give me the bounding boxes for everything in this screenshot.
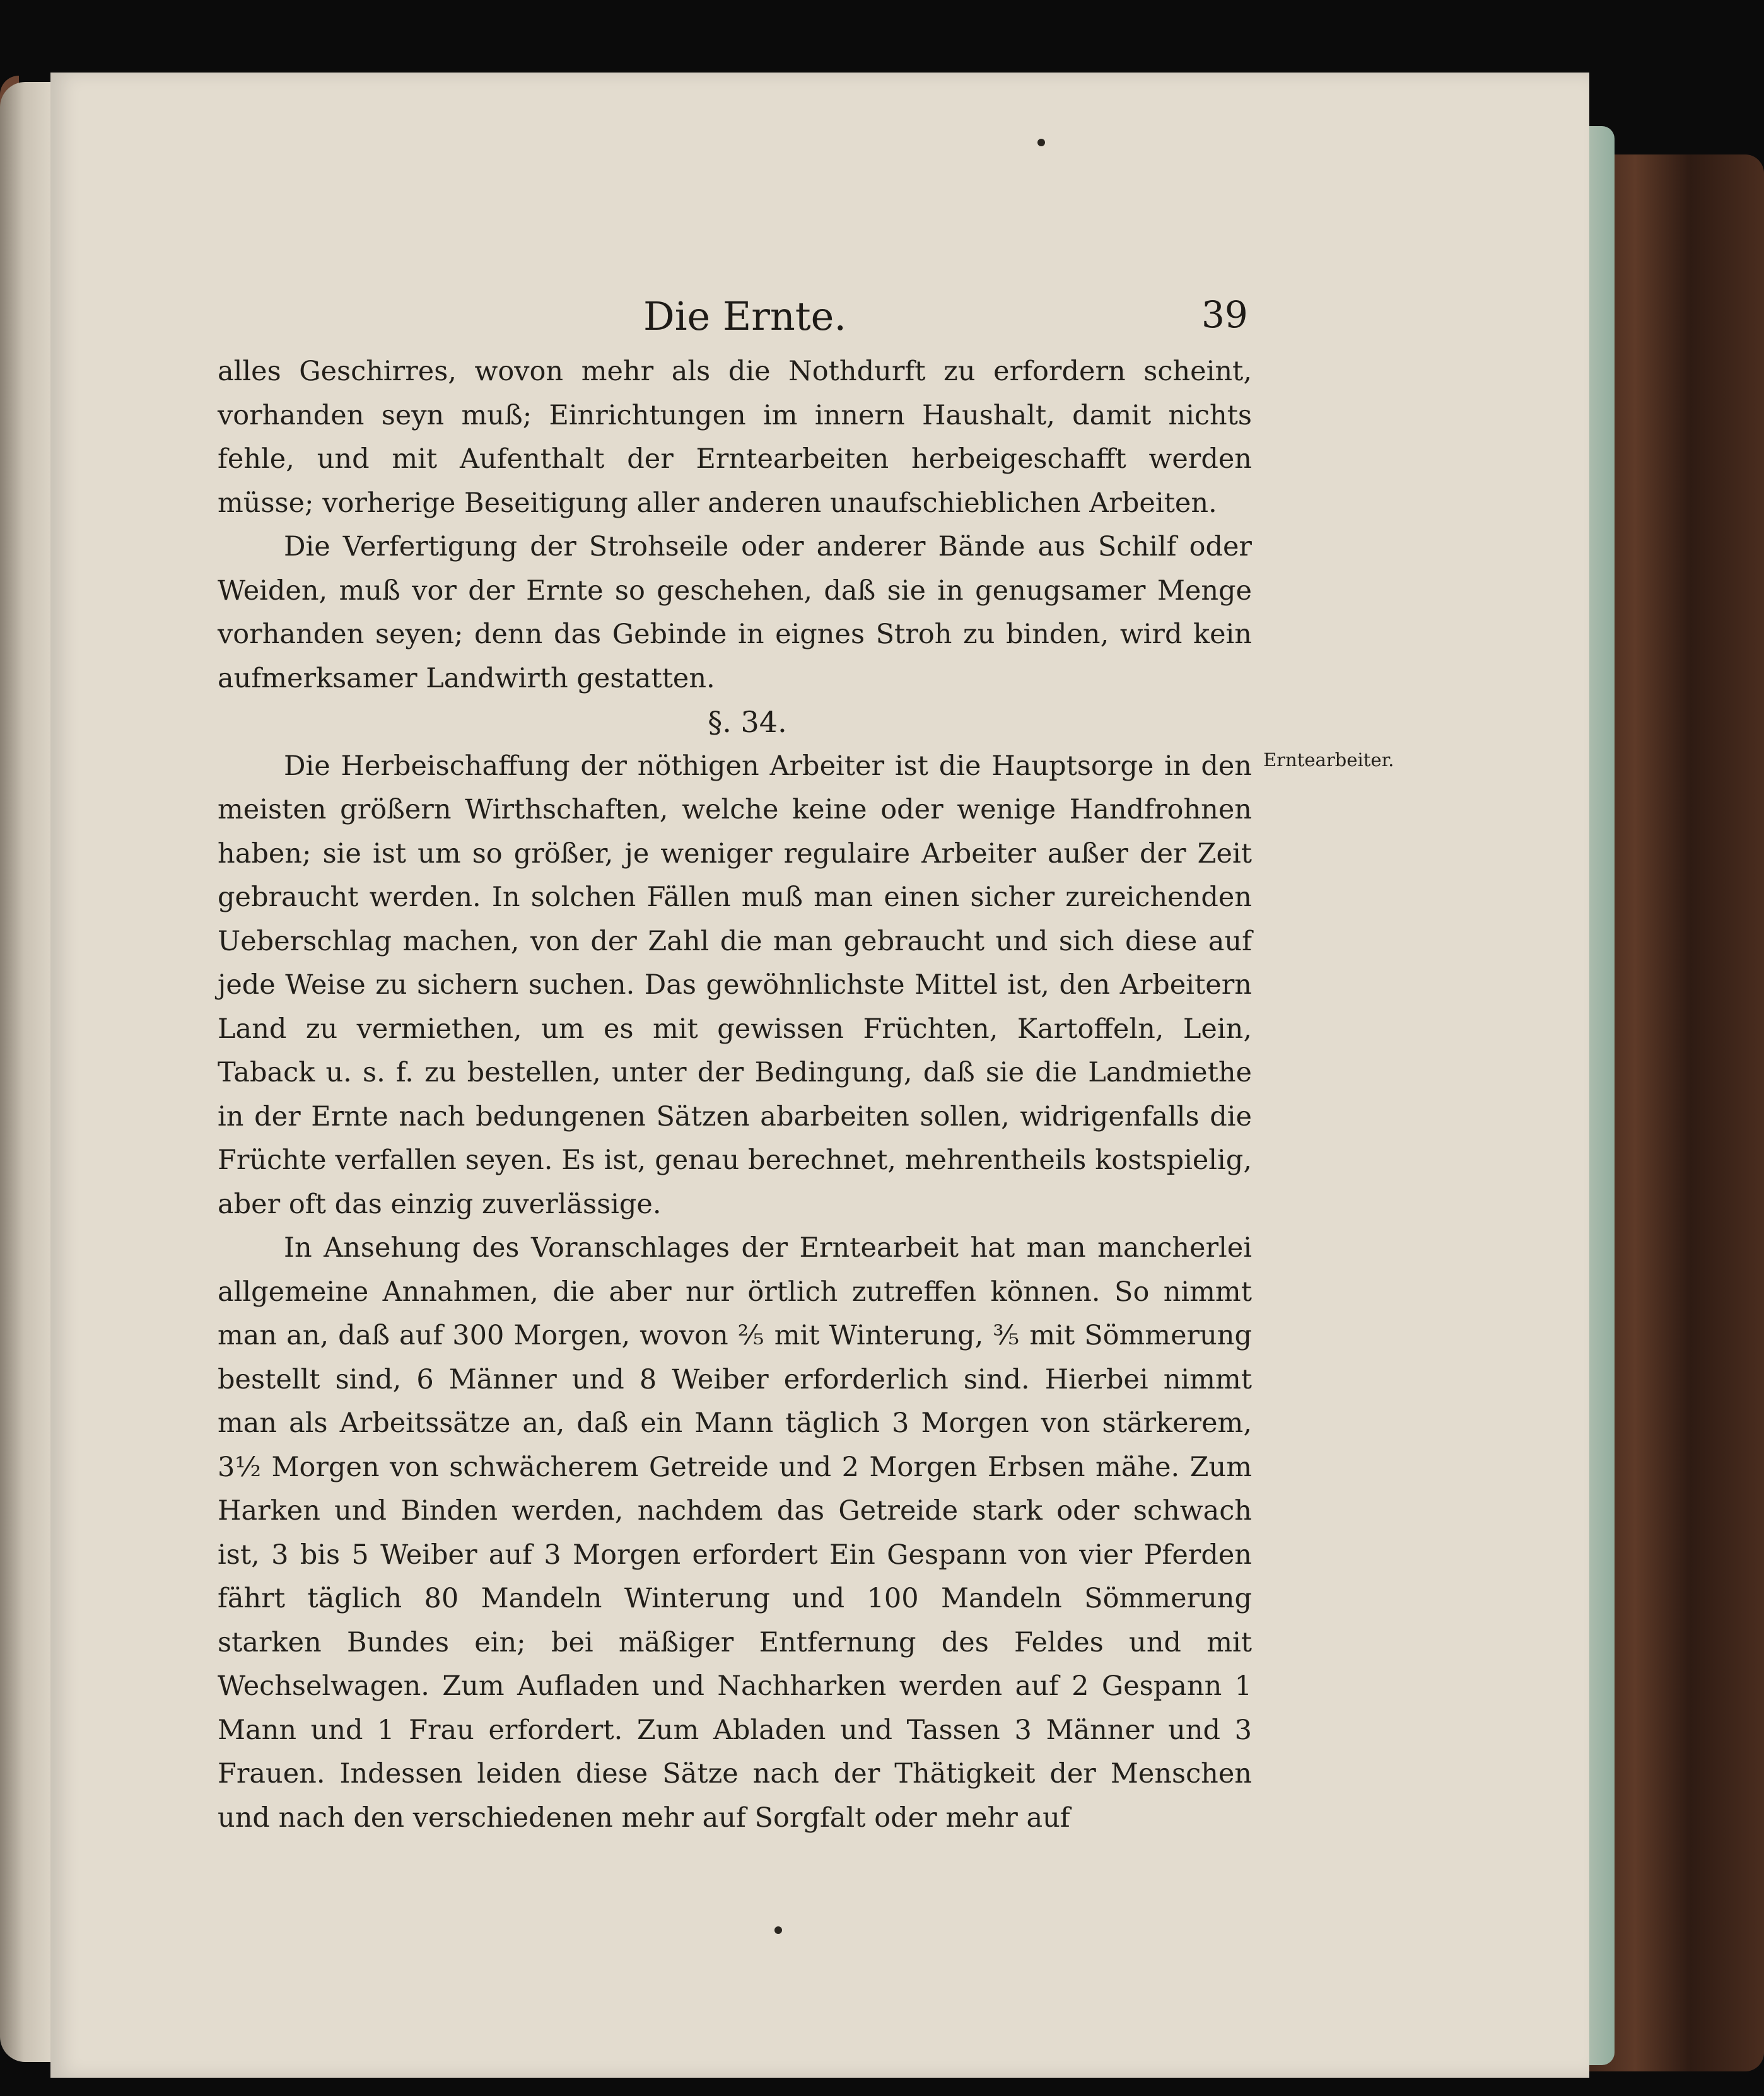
ink-spot [774,1926,782,1934]
paragraph-3: Die Herbeischaffung der nöthigen Arbeiter ist die Hauptsorge in den meisten größern Wirthschaften, welche keine oder wenige Handfrohnen haben; sie ist um so größer, je weniger regulaire Arbeiter außer der Zeit gebraucht werden. In solchen Fällen muß man einen sicher zureichenden Ueberschlag machen, von der Zahl die man gebraucht und sich diese auf jede Weise zu sichern suchen. Das gewöhnlichste Mittel ist, den Arbeitern Land zu vermiethen, um es mit gewissen Früchten, Kartoffeln, Lein, Taback u. s. f. zu bestellen, unter der Bedingung, daß sie die Landmiethe in der Ernte nach bedungenen Sätzen abarbeiten sollen, widrigenfalls die Früchte verfallen seyen. Es ist, genau berechnet, mehrentheils kostspielig, aber oft das einzig zuverlässige. [218,750,1252,1220]
paragraph-4: In Ansehung des Voranschlages der Erntearbeit hat man mancherlei allgemeine Annahmen, die aber nur örtlich zutreffen können. So nimmt man an, daß auf 300 Morgen, wovon ⅖ mit Winterung, ⅗ mit Sömmerung bestellt sind, 6 Männer und 8 Weiber erforderlich sind. Hierbei nimmt man als Arbeitssätze an, daß ein Mann täglich 3 Morgen von stärkerem, 3½ Morgen von schwächerem Getreide und 2 Morgen Erbsen mähe. Zum Harken und Binden werden, nachdem das Getreide stark oder schwach ist, 3 bis 5 Weiber auf 3 Morgen erfordert Ein Gespann von vier Pferden fährt täglich 80 Mandeln Winterung und 100 Mandeln Sömmerung starken Bundes ein; bei mäßiger Entfernung des Feldes und mit Wechselwagen. Zum Aufladen und Nachharken werden auf 2 Gespann 1 Mann und 1 Frau erfordert. Zum Abladen und Tassen 3 Männer und 3 Frauen. Indessen leiden diese Sätze nach der Thätigkeit der Menschen und nach den verschiedenen mehr auf Sorgfalt oder mehr auf [218,1232,1252,1834]
margin-note: Erntearbeiter. [1263,749,1394,771]
paragraph-1: alles Geschirres, wovon mehr als die Nothdurft zu erfordern scheint, vorhanden seyn muß; Einrichtungen im innern Haushalt, damit nichts fehle, und mit Aufenthalt der Erntearbeiten herbeigeschafft werden müsse; vorherige Beseitigung aller anderen unaufschieblichen Arbeiten. [218,356,1252,519]
ink-spot [1037,139,1045,146]
running-header-title: Die Ernte. [643,293,847,339]
section-heading: §. 34. [708,705,787,739]
page-number: 39 [1201,293,1248,336]
paragraph-2: Die Verfertigung der Strohseile oder anderer Bände aus Schilf oder Weiden, muß vor der Ernte so geschehen, daß sie in genugsamer Menge vorhanden seyen; denn das Gebinde in eignes Stroh zu binden, wird kein aufmerksamer Landwirth gestatten. [218,531,1252,694]
body-text [218,350,1252,1840]
